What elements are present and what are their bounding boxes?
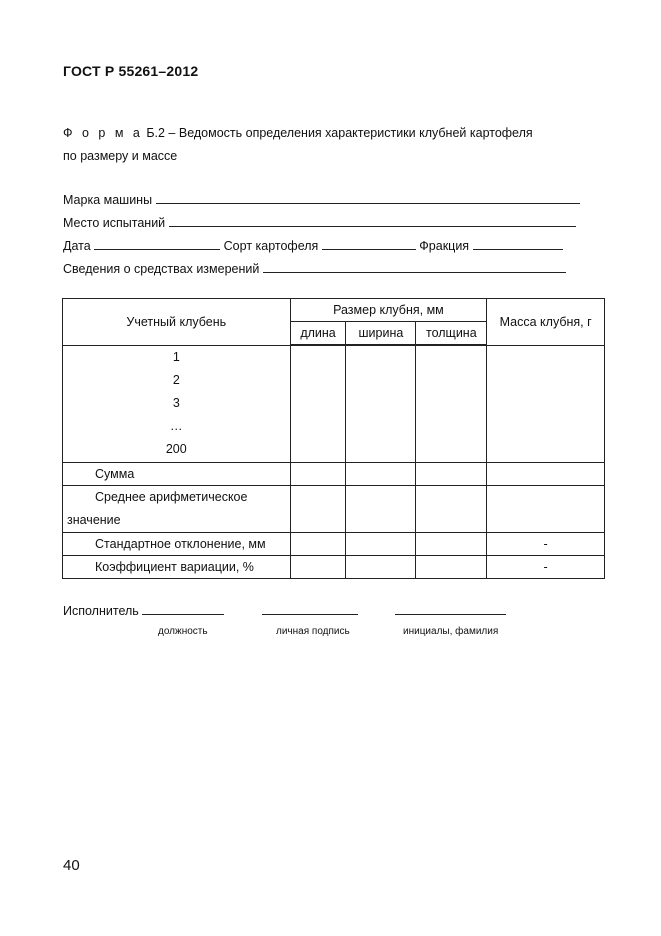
header-mass: Масса клубня, г [487,299,605,346]
signature-blank[interactable] [262,603,358,615]
cell[interactable] [346,555,416,578]
field-machine-brand [63,192,580,207]
cell[interactable] [487,462,605,485]
cell[interactable] [416,532,487,555]
header-thickness: толщина [416,322,487,346]
cell[interactable] [487,485,605,532]
page-number: 40 [63,857,80,874]
tuber-number: … [170,419,183,433]
cell[interactable] [290,532,346,555]
field-label: Сведения о средствах измерений [63,262,260,276]
header-size-group: Размер клубня, мм [290,299,487,322]
row-label-cv: Коэффициент вариации, % [63,555,291,578]
fill-blank[interactable] [473,238,563,250]
cell[interactable] [346,462,416,485]
row-label-std: Стандартное отклонение, мм [63,532,291,555]
cell[interactable] [346,532,416,555]
header-tuber: Учетный клубень [63,299,291,346]
row-label-sum: Сумма [63,462,291,485]
form-title-line1: Б.2 – Ведомость определения характеристики клубней картофеля [142,126,533,140]
row-label-mean-line2: значение [67,512,121,527]
field-label: Дата [63,239,91,253]
name-blank[interactable] [395,603,506,615]
cell[interactable] [346,485,416,532]
signer-label: Исполнитель [63,604,139,618]
field-label: Фракция [419,239,470,253]
signature-row [63,603,506,618]
field-date-row [63,238,563,253]
cell[interactable] [416,555,487,578]
cell[interactable] [416,485,487,532]
cell[interactable] [290,485,346,532]
form-title-line2: по размеру и массе [63,149,178,163]
tuber-number: 200 [165,442,187,456]
fill-blank[interactable] [322,238,416,250]
cell[interactable] [416,345,487,462]
field-test-site [63,215,576,230]
tuber-number-list [63,345,291,462]
cell[interactable] [487,345,605,462]
document-header: ГОСТ Р 55261–2012 [63,63,199,79]
form-label: Ф о р м а [63,126,143,140]
caption-name: инициалы, фамилия [403,626,499,637]
field-label: Марка машины [63,193,153,207]
measurement-table [62,298,605,579]
row-label-mean [63,485,291,532]
cell[interactable] [290,462,346,485]
header-length: длина [290,322,346,346]
tuber-number: 2 [172,373,180,387]
cell[interactable] [290,345,346,462]
cell-std-mass: - [487,532,605,555]
caption-signature: личная подпись [276,626,350,637]
form-title [63,122,533,168]
cell[interactable] [290,555,346,578]
row-label-mean-line1: Среднее арифметическое [95,489,248,504]
position-blank[interactable] [142,603,224,615]
cell-cv-mass: - [487,555,605,578]
caption-position: должность [158,626,208,637]
cell[interactable] [416,462,487,485]
fill-blank[interactable] [156,192,580,204]
tuber-number: 1 [172,350,180,364]
field-label: Сорт картофеля [223,239,319,253]
cell[interactable] [346,345,416,462]
fill-blank[interactable] [263,261,566,273]
field-label: Место испытаний [63,216,166,230]
header-width: ширина [346,322,416,346]
tuber-number: 3 [172,396,180,410]
field-measurement-info [63,261,566,276]
fill-blank[interactable] [94,238,220,250]
fill-blank[interactable] [169,215,576,227]
